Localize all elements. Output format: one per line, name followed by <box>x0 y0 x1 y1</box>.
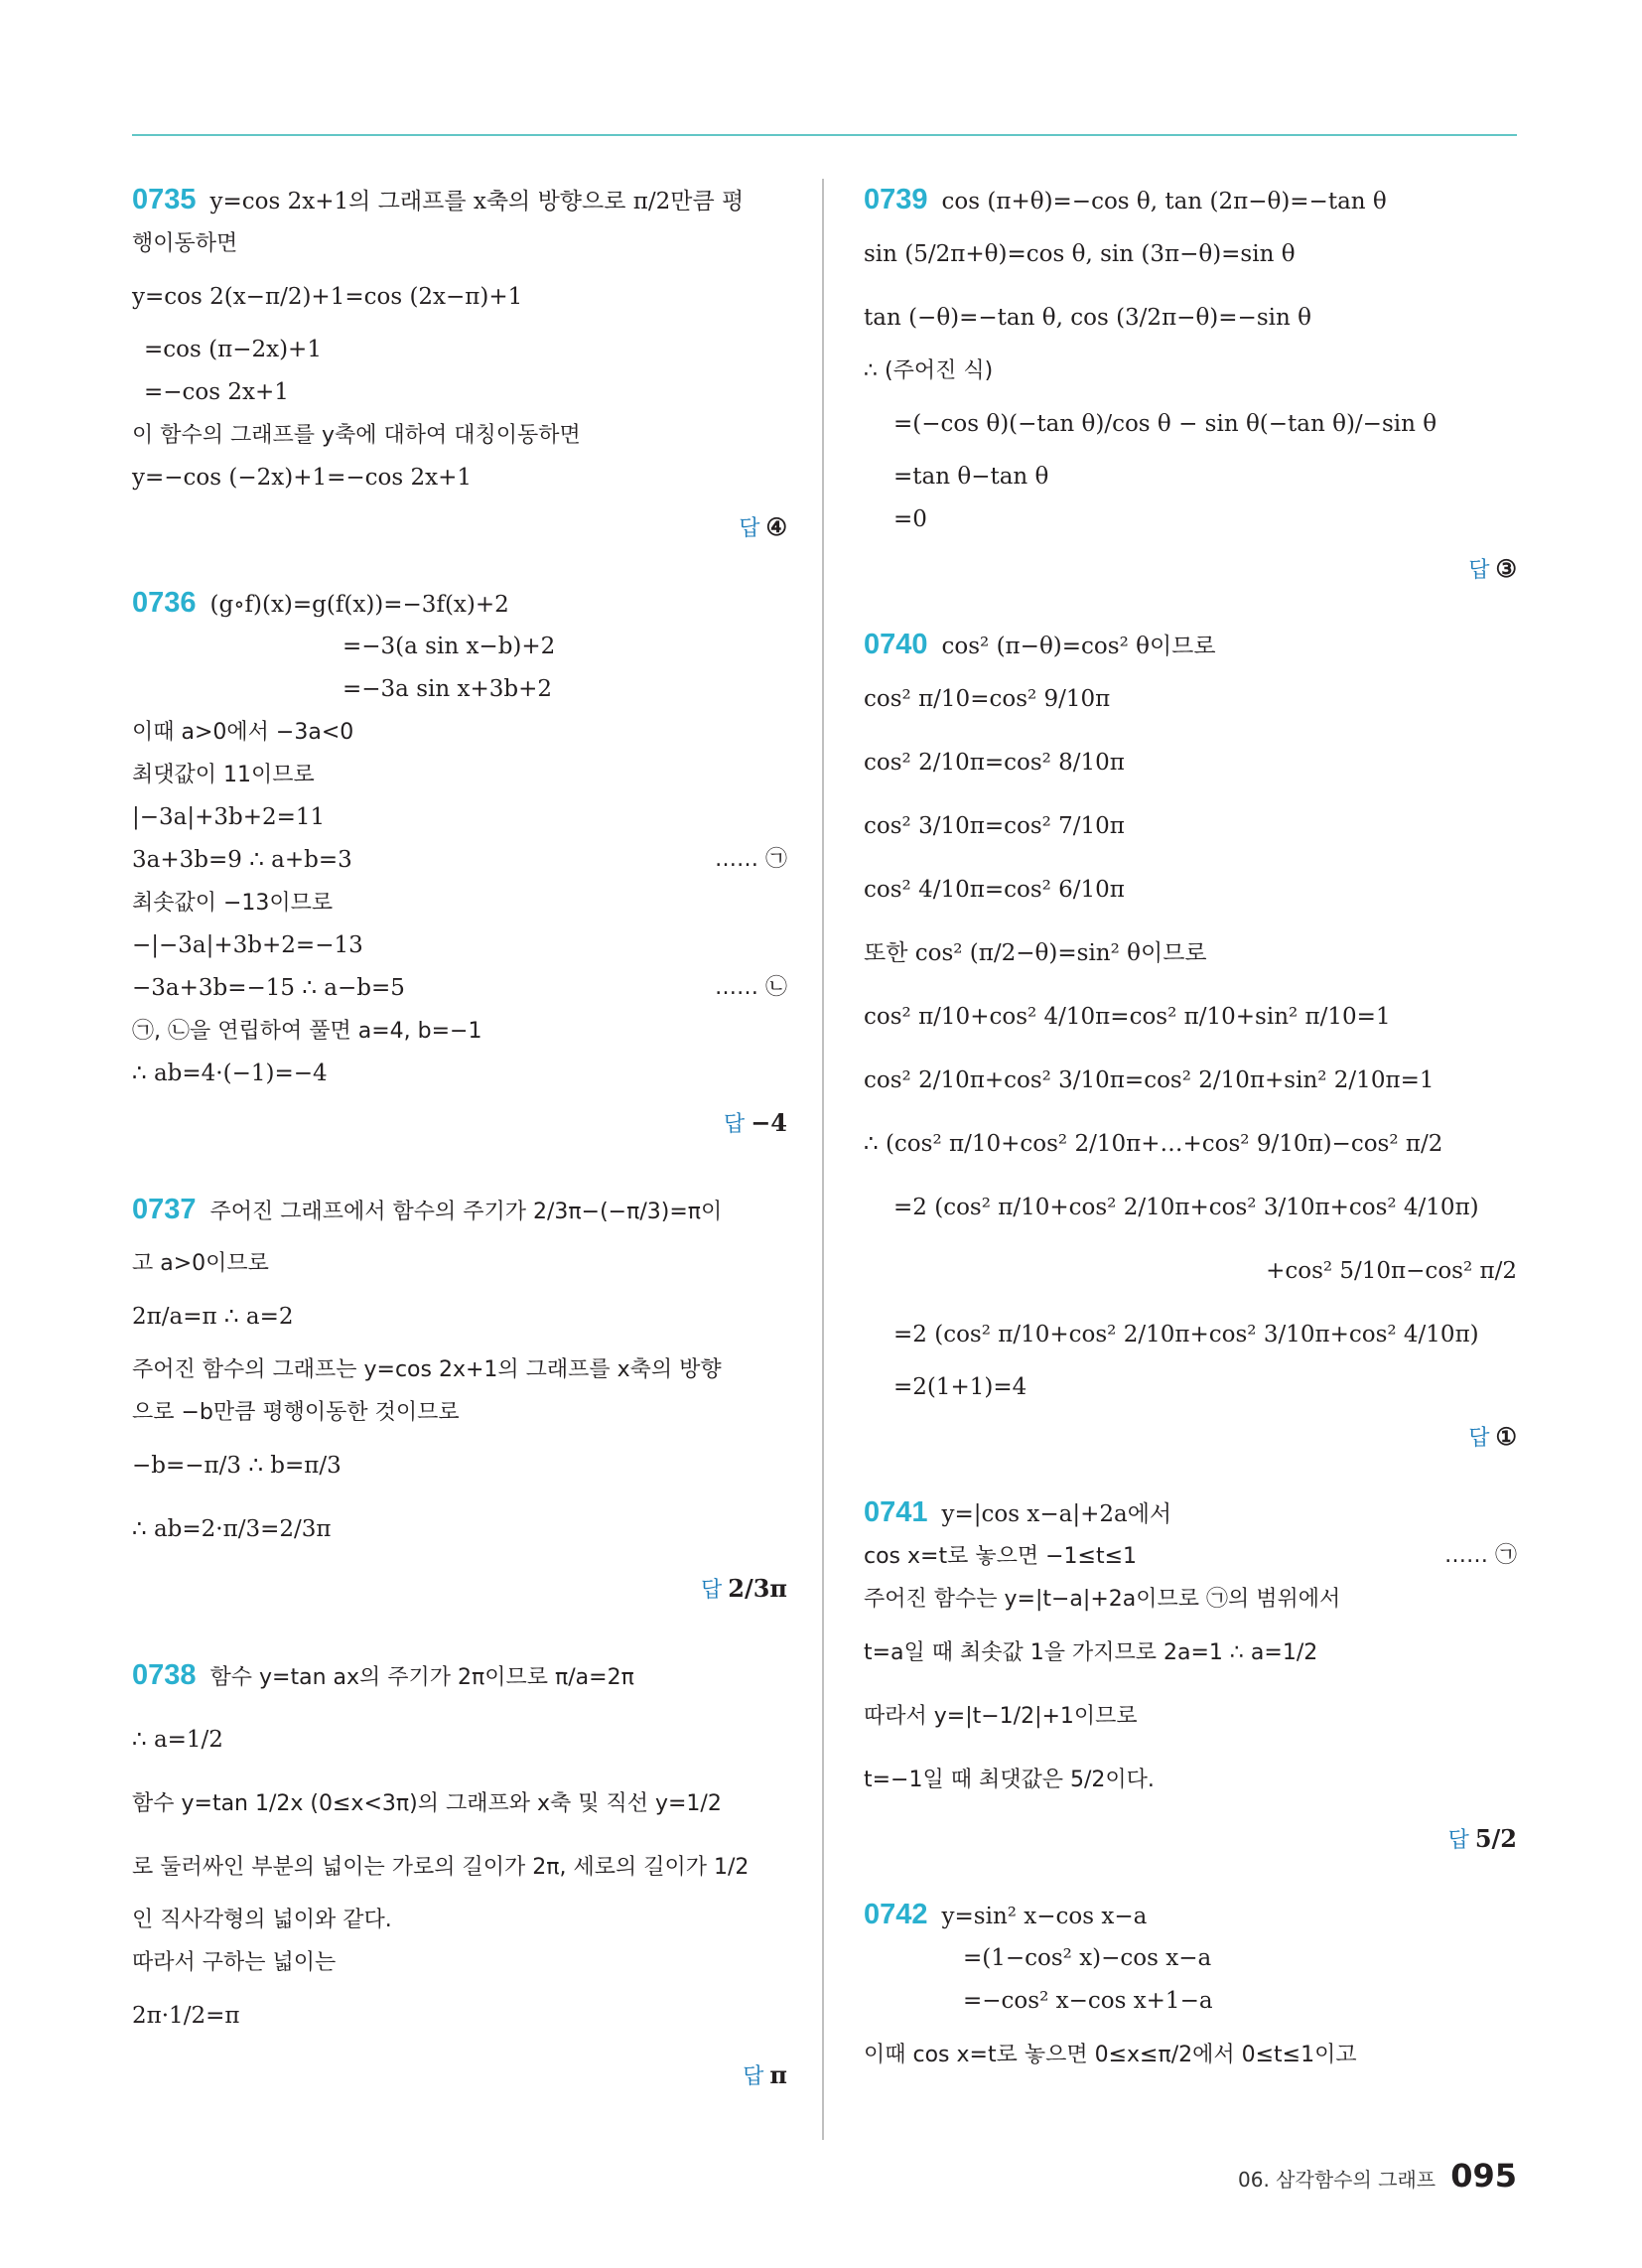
solution-line: sin (5/2π+θ)=cos θ, sin (3π−θ)=sin θ <box>864 241 1296 267</box>
solution-line: 3a+3b=9 ∴ a+b=3 <box>132 847 352 873</box>
answer-value: 2/3π <box>728 1574 787 1603</box>
answer <box>864 1814 1517 1864</box>
equation-marker: …… ㉠ <box>715 847 787 872</box>
solution-line: ∴ (주어진 식) <box>864 358 994 383</box>
answer-value: π <box>769 2060 787 2089</box>
solution-line: |−3a|+3b+2=11 <box>132 804 326 830</box>
solution-line: 최솟값이 −13이므로 <box>132 891 334 916</box>
solution-line: y=cos 2(x−π/2)+1=cos (2x−π)+1 <box>132 284 523 310</box>
solution-line: t=−1일 때 최댓값은 5/2이다. <box>864 1768 1155 1792</box>
solution-line: y=cos 2x+1의 그래프를 x축의 방향으로 π/2만큼 평 <box>209 189 745 214</box>
answer-label: 답 <box>701 1578 723 1603</box>
solution-line: y=|cos x−a|+2a에서 <box>941 1501 1172 1527</box>
answer-value: ④ <box>765 512 787 541</box>
problem-0736 <box>132 582 787 1148</box>
problem-number: 0742 <box>864 1899 928 1930</box>
solution-line: 로 둘러싸인 부분의 넓이는 가로의 길이가 2π, 세로의 길이가 1/2 <box>132 1855 750 1880</box>
solution-line: 함수 y=tan ax의 주기가 2π이므로 π/a=2π <box>209 1665 634 1690</box>
solution-line: 인 직사각형의 넓이와 같다. <box>132 1908 392 1932</box>
answer-value: −4 <box>751 1108 787 1137</box>
solution-line: 함수 y=tan 1/2x (0≤x<3π)의 그래프와 x축 및 직선 y=1/2 <box>132 1791 722 1816</box>
solution-line: cos² π/10+cos² 4/10π=cos² π/10+sin² π/10=1 <box>864 1004 1391 1030</box>
answer-value: ③ <box>1495 554 1517 583</box>
solution-line: ㉠, ㉡을 연립하여 풀면 a=4, b=−1 <box>132 1019 482 1044</box>
answer-value: 5/2 <box>1474 1824 1517 1853</box>
solution-line: 주어진 함수의 그래프는 y=cos 2x+1의 그래프를 x축의 방향 <box>132 1357 722 1382</box>
solution-line: cos² 3/10π=cos² 7/10π <box>864 813 1125 839</box>
solution-line: 따라서 구하는 넓이는 <box>132 1950 337 1975</box>
problem-number: 0740 <box>864 629 928 660</box>
header-rule <box>132 134 1517 136</box>
solution-line: 이때 cos x=t로 놓으면 0≤x≤π/2에서 0≤t≤1이고 <box>864 2043 1357 2067</box>
page-number: 095 <box>1450 2157 1517 2195</box>
solution-line: −b=−π/3 ∴ b=π/3 <box>132 1453 342 1479</box>
solution-line: =2 (cos² π/10+cos² 2/10π+cos² 3/10π+cos² 4/10π) <box>893 1195 1479 1220</box>
solution-line: ∴ a=1/2 <box>132 1727 223 1753</box>
solution-line: t=a일 때 최솟값 1을 가지므로 2a=1 ∴ a=1/2 <box>864 1640 1318 1665</box>
solution-line: =2(1+1)=4 <box>893 1374 1027 1400</box>
answer <box>864 544 1517 594</box>
problem-number: 0736 <box>132 587 197 619</box>
solution-line: cos² 2/10π+cos² 3/10π=cos² 2/10π+sin² 2/10π=1 <box>864 1067 1435 1093</box>
solution-line: 최댓값이 11이므로 <box>132 763 315 787</box>
answer-label: 답 <box>739 516 760 541</box>
solution-line: 또한 cos² (π/2−θ)=sin² θ이므로 <box>864 940 1207 966</box>
problem-0737 <box>132 1178 787 1614</box>
solution-line: cos x=t로 놓으면 −1≤t≤1 <box>864 1544 1138 1569</box>
solution-line: ∴ ab=2·π/3=2/3π <box>132 1516 332 1542</box>
answer <box>864 1412 1517 1462</box>
problem-0742 <box>864 1894 1517 2085</box>
solution-line: cos (π+θ)=−cos θ, tan (2π−θ)=−tan θ <box>941 189 1387 214</box>
solution-line: =−cos 2x+1 <box>144 379 289 405</box>
solution-line: =−cos² x−cos x+1−a <box>963 1988 1213 2014</box>
problem-0741 <box>864 1491 1517 1864</box>
solution-line: =tan θ−tan θ <box>893 464 1049 490</box>
answer <box>132 1098 787 1148</box>
problem-number: 0738 <box>132 1659 197 1691</box>
problem-number: 0739 <box>864 184 928 215</box>
solution-line: 행이동하면 <box>132 231 238 256</box>
answer-label: 답 <box>1447 1828 1469 1853</box>
solution-line: tan (−θ)=−tan θ, cos (3/2π−θ)=−sin θ <box>864 305 1311 331</box>
answer-label: 답 <box>743 2064 764 2089</box>
solution-line: 따라서 y=|t−1/2|+1이므로 <box>864 1704 1138 1729</box>
solution-line: cos² π/10=cos² 9/10π <box>864 686 1111 712</box>
solution-line: cos² 2/10π=cos² 8/10π <box>864 750 1125 776</box>
problem-0739 <box>864 179 1517 594</box>
answer <box>132 1564 787 1614</box>
solution-line: +cos² 5/10π−cos² π/2 <box>1266 1258 1517 1284</box>
problem-number: 0735 <box>132 184 197 215</box>
solution-line: 이 함수의 그래프를 y축에 대하여 대칭이동하면 <box>132 423 581 448</box>
column-divider <box>822 179 824 2140</box>
solution-line: y=−cos (−2x)+1=−cos 2x+1 <box>132 465 473 491</box>
solution-line: =2 (cos² π/10+cos² 2/10π+cos² 3/10π+cos² 4/10π) <box>893 1322 1479 1347</box>
problem-0738 <box>132 1643 787 2100</box>
equation-marker: …… ㉠ <box>1444 1543 1517 1568</box>
left-column <box>132 179 787 2100</box>
solution-line: cos² (π−θ)=cos² θ이므로 <box>941 634 1216 659</box>
solution-line: (g∘f)(x)=g(f(x))=−3f(x)+2 <box>209 592 509 618</box>
solution-line: =(−cos θ)(−tan θ)/cos θ − sin θ(−tan θ)/−sin θ <box>893 411 1437 437</box>
solution-line: 2π/a=π ∴ a=2 <box>132 1304 294 1330</box>
equation-marker: …… ㉡ <box>715 975 787 1000</box>
solution-line: −3a+3b=−15 ∴ a−b=5 <box>132 975 405 1001</box>
solution-line: −|−3a|+3b+2=−13 <box>132 932 363 958</box>
solution-line: 주어진 함수는 y=|t−a|+2a이므로 ㉠의 범위에서 <box>864 1587 1341 1612</box>
solution-line: =−3a sin x+3b+2 <box>342 676 552 702</box>
page-footer <box>1238 2157 1517 2195</box>
problem-number: 0737 <box>132 1194 197 1225</box>
answer-value: ① <box>1495 1422 1517 1451</box>
problem-0740 <box>864 624 1517 1462</box>
solution-line: =0 <box>893 506 927 532</box>
answer <box>132 502 787 552</box>
solution-line: ∴ ab=4·(−1)=−4 <box>132 1061 328 1086</box>
solution-line: y=sin² x−cos x−a <box>941 1904 1148 1929</box>
solution-line: ∴ (cos² π/10+cos² 2/10π+…+cos² 9/10π)−cos² π/2 <box>864 1131 1443 1157</box>
solution-line: 으로 −b만큼 평행이동한 것이므로 <box>132 1400 460 1425</box>
right-column <box>864 179 1517 2085</box>
answer <box>132 2051 787 2100</box>
problem-number: 0741 <box>864 1496 928 1528</box>
answer-label: 답 <box>723 1112 746 1137</box>
answer-label: 답 <box>1468 1426 1490 1451</box>
solution-line: 고 a>0이므로 <box>132 1251 269 1276</box>
chapter-title: 06. 삼각함수의 그래프 <box>1238 2168 1437 2192</box>
solution-line: =cos (π−2x)+1 <box>144 337 322 362</box>
answer-label: 답 <box>1468 558 1490 583</box>
problem-0735 <box>132 179 787 552</box>
solution-line: 2π·1/2=π <box>132 2003 240 2029</box>
solution-line: =−3(a sin x−b)+2 <box>342 634 556 659</box>
solution-line: cos² 4/10π=cos² 6/10π <box>864 877 1125 903</box>
solution-line: =(1−cos² x)−cos x−a <box>963 1945 1212 1971</box>
solution-line: 주어진 그래프에서 함수의 주기가 2/3π−(−π/3)=π이 <box>209 1200 723 1224</box>
solution-line: 이때 a>0에서 −3a<0 <box>132 720 354 745</box>
